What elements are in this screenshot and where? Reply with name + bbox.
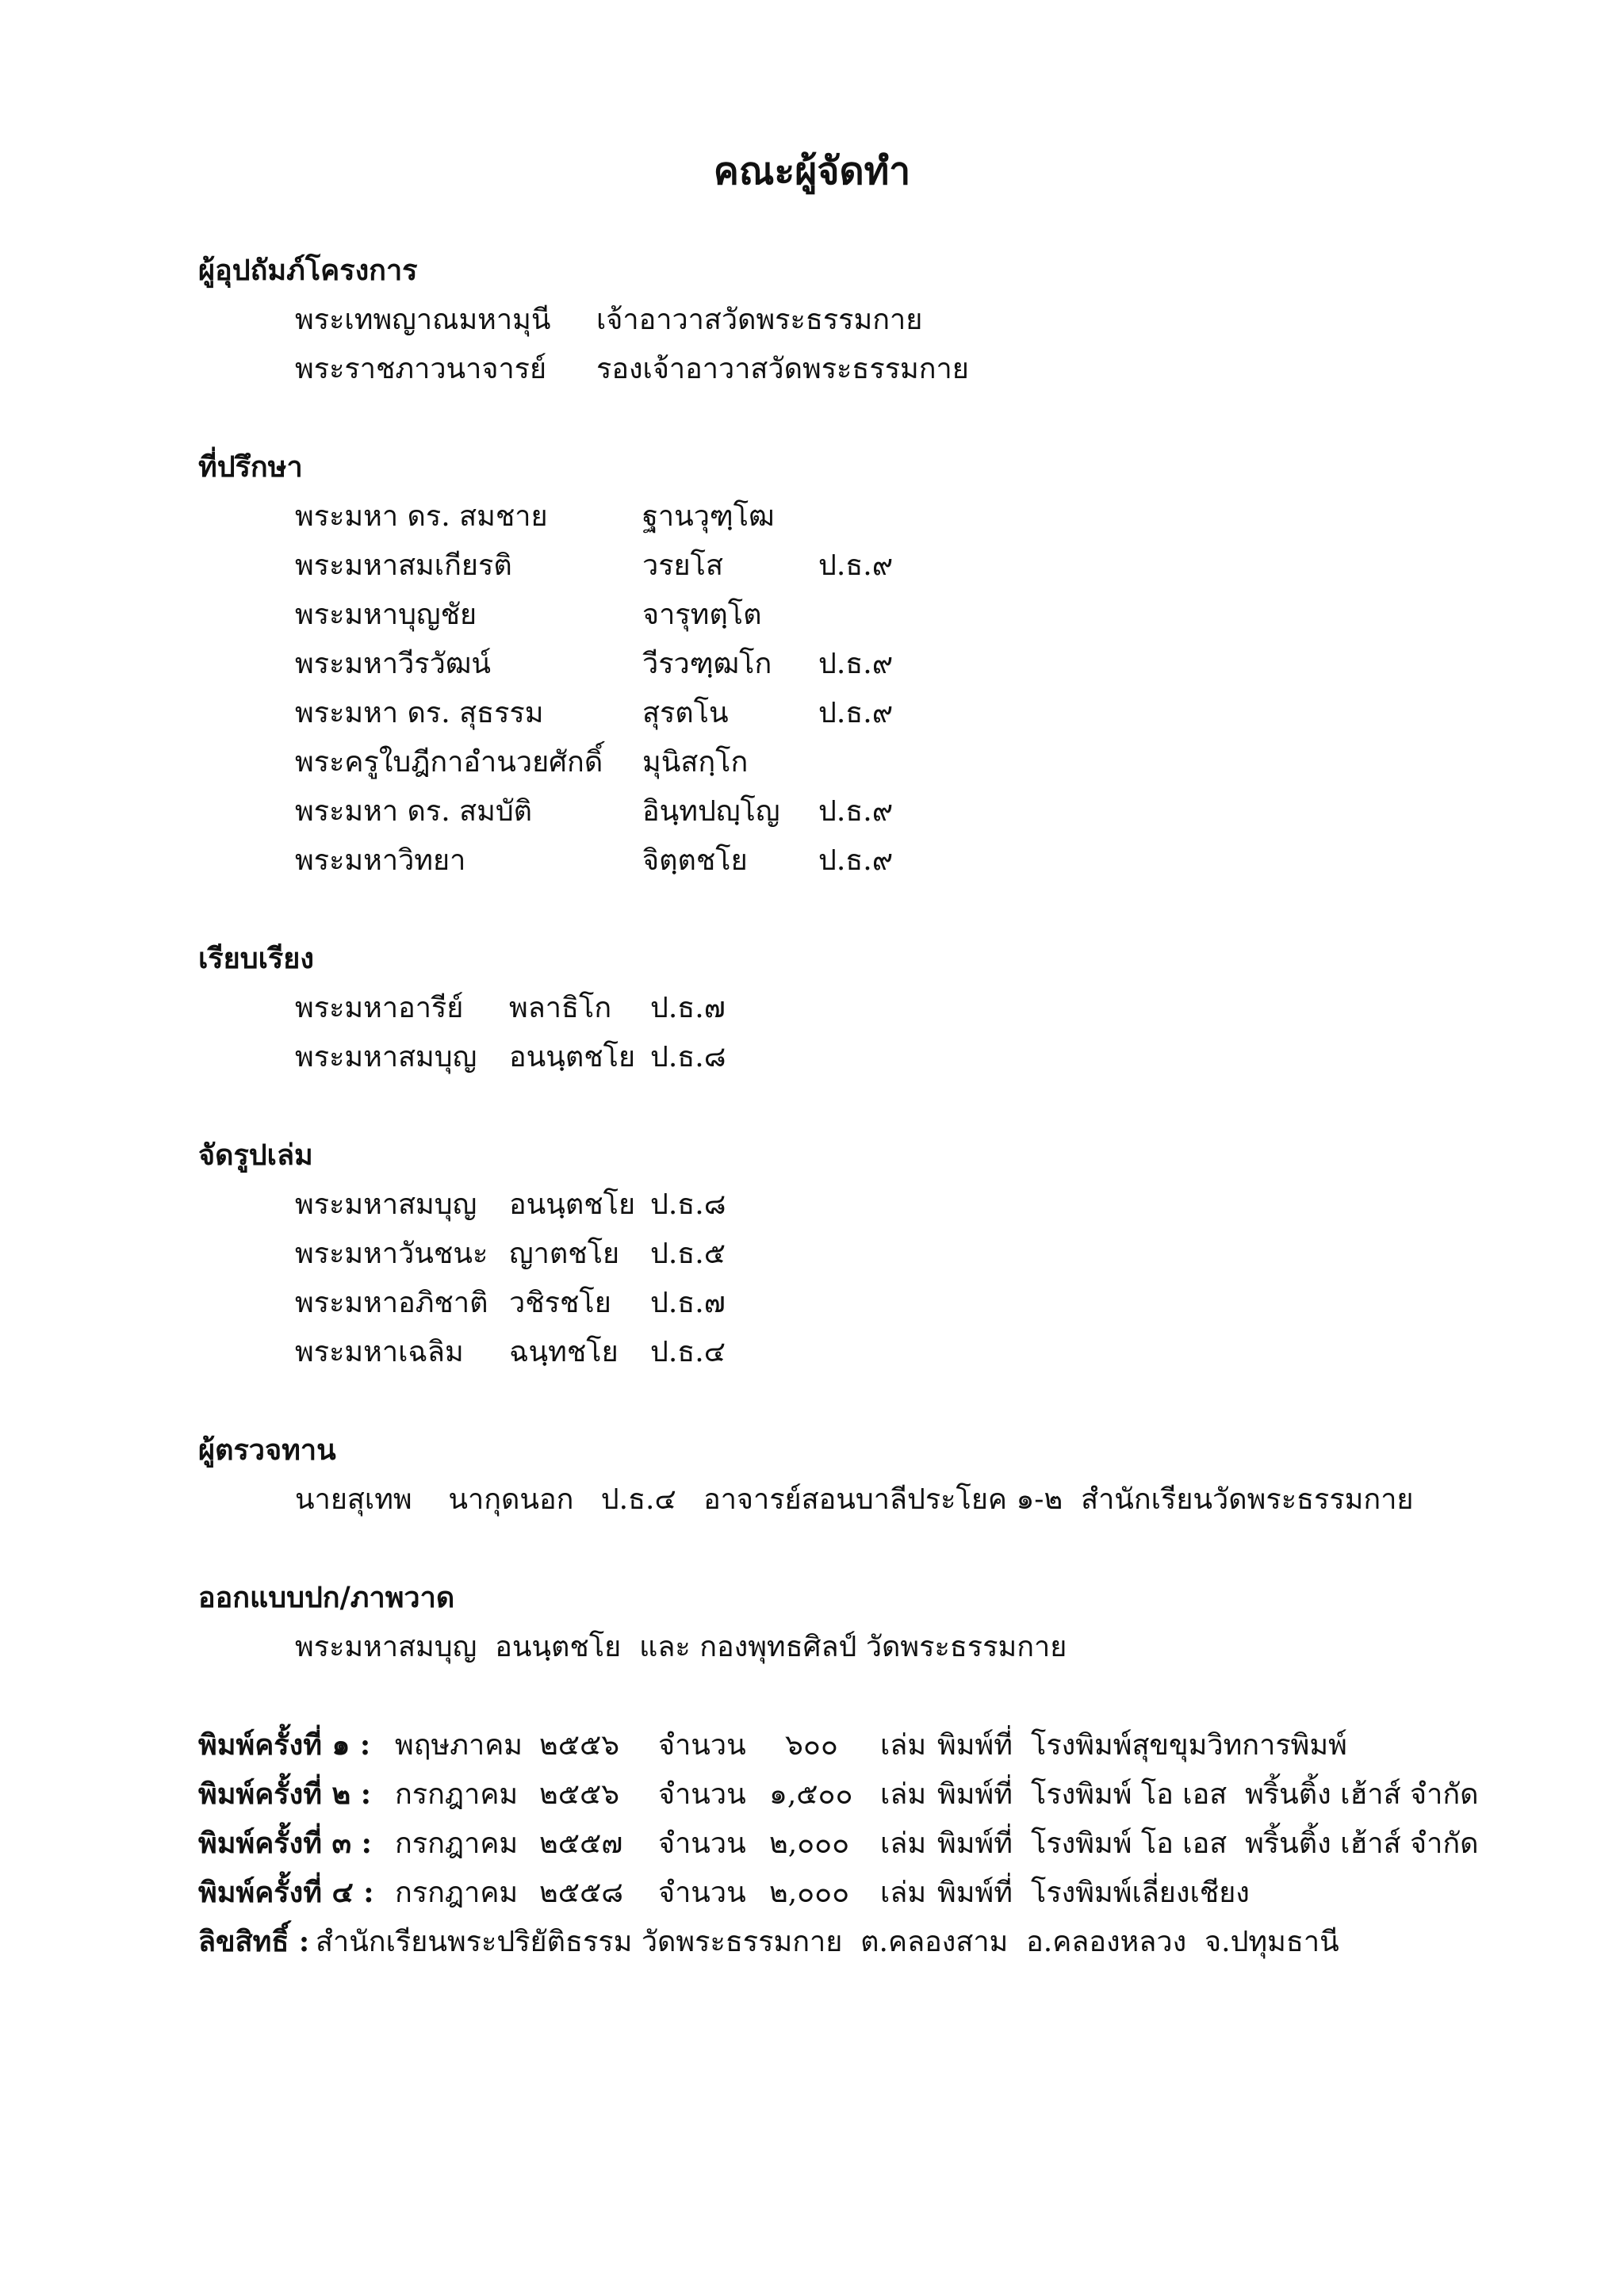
layout-name: พระมหาอภิชาติ (295, 1287, 488, 1319)
sponsor-name: พระราชภาวนาจารย์ (295, 353, 547, 385)
advisor-degree: ป.ธ.๙ (818, 648, 894, 680)
section-heading-advisors: ที่ปรึกษา (198, 450, 303, 484)
advisor-title: วรยโส (642, 549, 723, 582)
sponsor-name: พระเทพญาณมหามุนี (295, 304, 551, 336)
copyright-text: สำนักเรียนพระปริยัติธรรม วัดพระธรรมกาย ต.คลองสาม อ.คลองหลวง จ.ปทุมธานี (316, 1926, 1339, 1958)
section-heading-sponsors: ผู้อุปถัมภ์โครงการ (198, 254, 418, 287)
section-heading-layout: จัดรูปเล่ม (198, 1138, 313, 1172)
printing-month: กรกฎาคม (395, 1778, 519, 1811)
printing-month: กรกฎาคม (395, 1827, 519, 1860)
advisor-title: ฐานวุฑฺโฒ (642, 500, 775, 533)
advisor-title: วีรวฑฺฒโก (642, 648, 772, 680)
advisor-name: พระครูใบฎีกาอำนวยศักดิ์ (295, 746, 603, 779)
compiler-name: พระมหาสมบุญ (295, 1041, 477, 1073)
printing-printer-label: พิมพ์ที่ (937, 1877, 1013, 1909)
printing-qty-label: จำนวน (658, 1827, 746, 1860)
section-heading-reviewer: ผู้ตรวจทาน (198, 1433, 336, 1467)
layout-title: ฉนฺทชโย (509, 1336, 619, 1368)
printing-month: กรกฎาคม (395, 1877, 519, 1909)
layout-degree: ป.ธ.๔ (650, 1336, 726, 1368)
advisor-degree: ป.ธ.๙ (818, 549, 894, 582)
printing-year: ๒๕๕๖ (539, 1729, 620, 1762)
compiler-degree: ป.ธ.๗ (650, 992, 726, 1024)
printing-month: พฤษภาคม (395, 1729, 523, 1762)
printing-label: พิมพ์ครั้งที่ ๑ : (198, 1728, 371, 1762)
printing-unit: เล่ม (880, 1827, 927, 1860)
printing-qty-label: จำนวน (658, 1729, 746, 1762)
printing-qty-label: จำนวน (658, 1778, 746, 1811)
layout-name: พระมหาสมบุญ (295, 1188, 477, 1221)
printing-qty: ๖๐๐ (785, 1729, 838, 1762)
printing-printer: โรงพิมพ์สุขขุมวิทการพิมพ์ (1031, 1729, 1347, 1762)
printing-label: พิมพ์ครั้งที่ ๒ : (198, 1777, 372, 1811)
section-heading-compilers: เรียบเรียง (198, 942, 314, 975)
layout-degree: ป.ธ.๕ (650, 1238, 726, 1270)
advisor-name: พระมหา ดร. สมชาย (295, 500, 548, 533)
printing-unit: เล่ม (880, 1729, 927, 1762)
advisor-name: พระมหาสมเกียรติ (295, 549, 512, 582)
advisor-name: พระมหา ดร. สมบัติ (295, 795, 533, 828)
printing-qty: ๒,๐๐๐ (769, 1827, 850, 1860)
advisor-title: อินฺทปญฺโญ (642, 795, 780, 828)
printing-printer-label: พิมพ์ที่ (937, 1729, 1013, 1762)
cover-design-line: พระมหาสมบุญ อนนฺตชโย และ กองพุทธศิลป์ วัดพระธรรมกาย (295, 1631, 1067, 1663)
advisor-degree: ป.ธ.๙ (818, 795, 894, 828)
printing-unit: เล่ม (880, 1877, 927, 1909)
advisor-name: พระมหา ดร. สุธรรม (295, 697, 544, 729)
copyright-label: ลิขสิทธิ์ : (198, 1925, 310, 1958)
page-title: คณะผู้จัดทำ (713, 149, 911, 193)
printing-printer: โรงพิมพ์ โอ เอส พริ้นติ้ง เฮ้าส์ จำกัด (1031, 1827, 1479, 1860)
reviewer-line: นายสุเทพ นากุดนอก ป.ธ.๔ อาจารย์สอนบาลีประโยค ๑-๒ สำนักเรียนวัดพระธรรมกาย (295, 1483, 1414, 1516)
layout-title: อนนฺตชโย (509, 1188, 636, 1221)
layout-name: พระมหาเฉลิม (295, 1336, 464, 1368)
advisor-title: มุนิสกฺโก (642, 746, 749, 779)
compiler-name: พระมหาอารีย์ (295, 992, 464, 1024)
layout-degree: ป.ธ.๗ (650, 1287, 726, 1319)
printing-unit: เล่ม (880, 1778, 927, 1811)
printing-printer-label: พิมพ์ที่ (937, 1827, 1013, 1860)
printing-qty-label: จำนวน (658, 1877, 746, 1909)
printing-label: พิมพ์ครั้งที่ ๓ : (198, 1827, 372, 1860)
advisor-title: จิตฺตชโย (642, 844, 748, 877)
advisor-name: พระมหาวีรวัฒน์ (295, 648, 491, 680)
advisor-title: สุรตโน (642, 697, 729, 729)
sponsor-role: รองเจ้าอาวาสวัดพระธรรมกาย (596, 353, 969, 385)
printing-label: พิมพ์ครั้งที่ ๔ : (198, 1876, 374, 1909)
advisor-name: พระมหาวิทยา (295, 844, 466, 877)
advisor-degree: ป.ธ.๙ (818, 697, 894, 729)
printing-qty: ๒,๐๐๐ (769, 1877, 850, 1909)
compiler-title: อนนฺตชโย (509, 1041, 636, 1073)
printing-qty: ๑,๕๐๐ (769, 1778, 853, 1811)
compiler-title: พลาธิโก (509, 992, 612, 1024)
printing-year: ๒๕๕๘ (539, 1877, 623, 1909)
printing-printer: โรงพิมพ์เลี่ยงเชียง (1031, 1877, 1250, 1909)
section-heading-cover-design: ออกแบบปก/ภาพวาด (198, 1581, 455, 1614)
advisor-name: พระมหาบุญชัย (295, 599, 477, 631)
advisor-title: จารุทตฺโต (642, 599, 762, 631)
printing-printer: โรงพิมพ์ โอ เอส พริ้นติ้ง เฮ้าส์ จำกัด (1031, 1778, 1479, 1811)
layout-degree: ป.ธ.๘ (650, 1188, 726, 1221)
printing-year: ๒๕๕๗ (539, 1827, 623, 1860)
layout-title: ญาตชโย (509, 1238, 620, 1270)
printing-year: ๒๕๕๖ (539, 1778, 620, 1811)
advisor-degree: ป.ธ.๙ (818, 844, 894, 877)
sponsor-role: เจ้าอาวาสวัดพระธรรมกาย (596, 304, 923, 336)
compiler-degree: ป.ธ.๘ (650, 1041, 726, 1073)
layout-title: วชิรชโย (509, 1287, 611, 1319)
layout-name: พระมหาวันชนะ (295, 1238, 488, 1270)
printing-printer-label: พิมพ์ที่ (937, 1778, 1013, 1811)
